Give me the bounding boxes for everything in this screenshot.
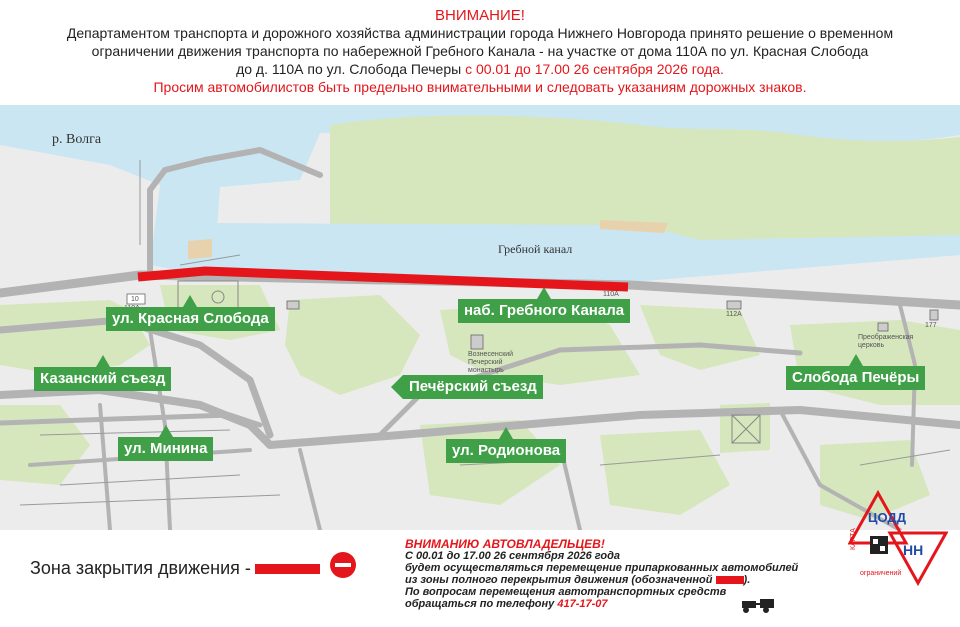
monastery-building xyxy=(471,335,483,349)
logo-bottom-text: НН xyxy=(903,542,924,558)
notice-closure-swatch xyxy=(716,576,744,584)
codd-logo xyxy=(848,488,948,588)
notice-line-4: По вопросам перемещения автотранспортных средств xyxy=(405,586,727,598)
notice-title: ВНИМАНИЮ АВТОВЛАДЕЛЬЦЕВ! xyxy=(405,537,605,551)
logo-caption: ограничений xyxy=(860,570,902,577)
logo-side-text: КАРТА xyxy=(850,528,857,550)
street-tag-rodionova: ул. Родионова xyxy=(446,439,566,463)
logo-top-text: ЦОДД xyxy=(868,510,906,525)
notice-line-3b: ). xyxy=(743,574,751,586)
legend-closure-swatch xyxy=(255,564,320,574)
street-tag-sloboda-pechery: Слобода Печёры xyxy=(786,366,925,390)
sand-patch xyxy=(188,239,212,259)
header-line-3 xyxy=(0,60,960,78)
legend-label: Зона закрытия движения - xyxy=(30,558,251,578)
tow-truck-icon xyxy=(740,596,780,614)
street-tag-minina: ул. Минина xyxy=(118,437,213,461)
canal-label: Гребной канал xyxy=(498,242,573,256)
street-tag-krasnaya-sloboda: ул. Красная Слобода xyxy=(106,307,275,331)
building xyxy=(287,301,299,309)
header-line-4: Просим автомобилистов быть предельно внимательными и следовать указаниям дорожных знаков. xyxy=(153,79,807,95)
header-date: с 00.01 до 17.00 26 сентября 2026 года. xyxy=(465,61,724,77)
label-house-10: 10 xyxy=(131,296,139,303)
header-title: ВНИМАНИЕ! xyxy=(435,7,525,24)
notice-phone: 417-17-07 xyxy=(557,598,608,610)
notice-line-3 xyxy=(405,574,825,586)
label-house-177: 177 xyxy=(925,322,937,329)
header-line-1: Департаментом транспорта и дорожного хозяйства администрации города Нижнего Новгорода принято решение о временном xyxy=(66,25,894,41)
no-entry-sign-icon xyxy=(330,552,356,578)
church-building xyxy=(878,323,888,331)
notice-header xyxy=(0,0,960,104)
car-owners-notice xyxy=(405,538,825,610)
label-house-110a-right: 110А xyxy=(603,291,619,298)
notice-line-1: С 00.01 до 17.00 26 сентября 2026 года xyxy=(405,550,620,562)
label-church: Преображенская церковь xyxy=(858,334,914,349)
notice-line-5-text: обращаться по телефону xyxy=(405,598,558,610)
header-line-2: ограничении движения транспорта по набережной Гребного Канала - на участке от дома 110А по ул. Красная Слобода xyxy=(91,43,869,59)
label-house-112a: 112А xyxy=(726,311,742,318)
building-112a xyxy=(727,301,741,309)
map xyxy=(0,105,960,530)
street-tag-grebnoy-kanal: наб. Гребного Канала xyxy=(458,299,630,323)
notice-line-3a: из зоны полного перекрытия движения (обозначенной xyxy=(405,574,713,586)
notice-line-2: будет осуществляться перемещение припаркованных автомобилей xyxy=(405,562,799,574)
qr-code xyxy=(870,536,888,554)
river-label: р. Волга xyxy=(52,132,102,147)
label-monastery: Вознесенский Печерский монастырь xyxy=(468,351,514,374)
street-tag-pechersky-sezd: Печёрский съезд xyxy=(403,375,543,399)
header-line-3-text: до д. 110А по ул. Слобода Печеры xyxy=(236,61,466,77)
building-177 xyxy=(930,310,938,320)
street-tag-kazansky-sezd: Казанский съезд xyxy=(34,367,171,391)
